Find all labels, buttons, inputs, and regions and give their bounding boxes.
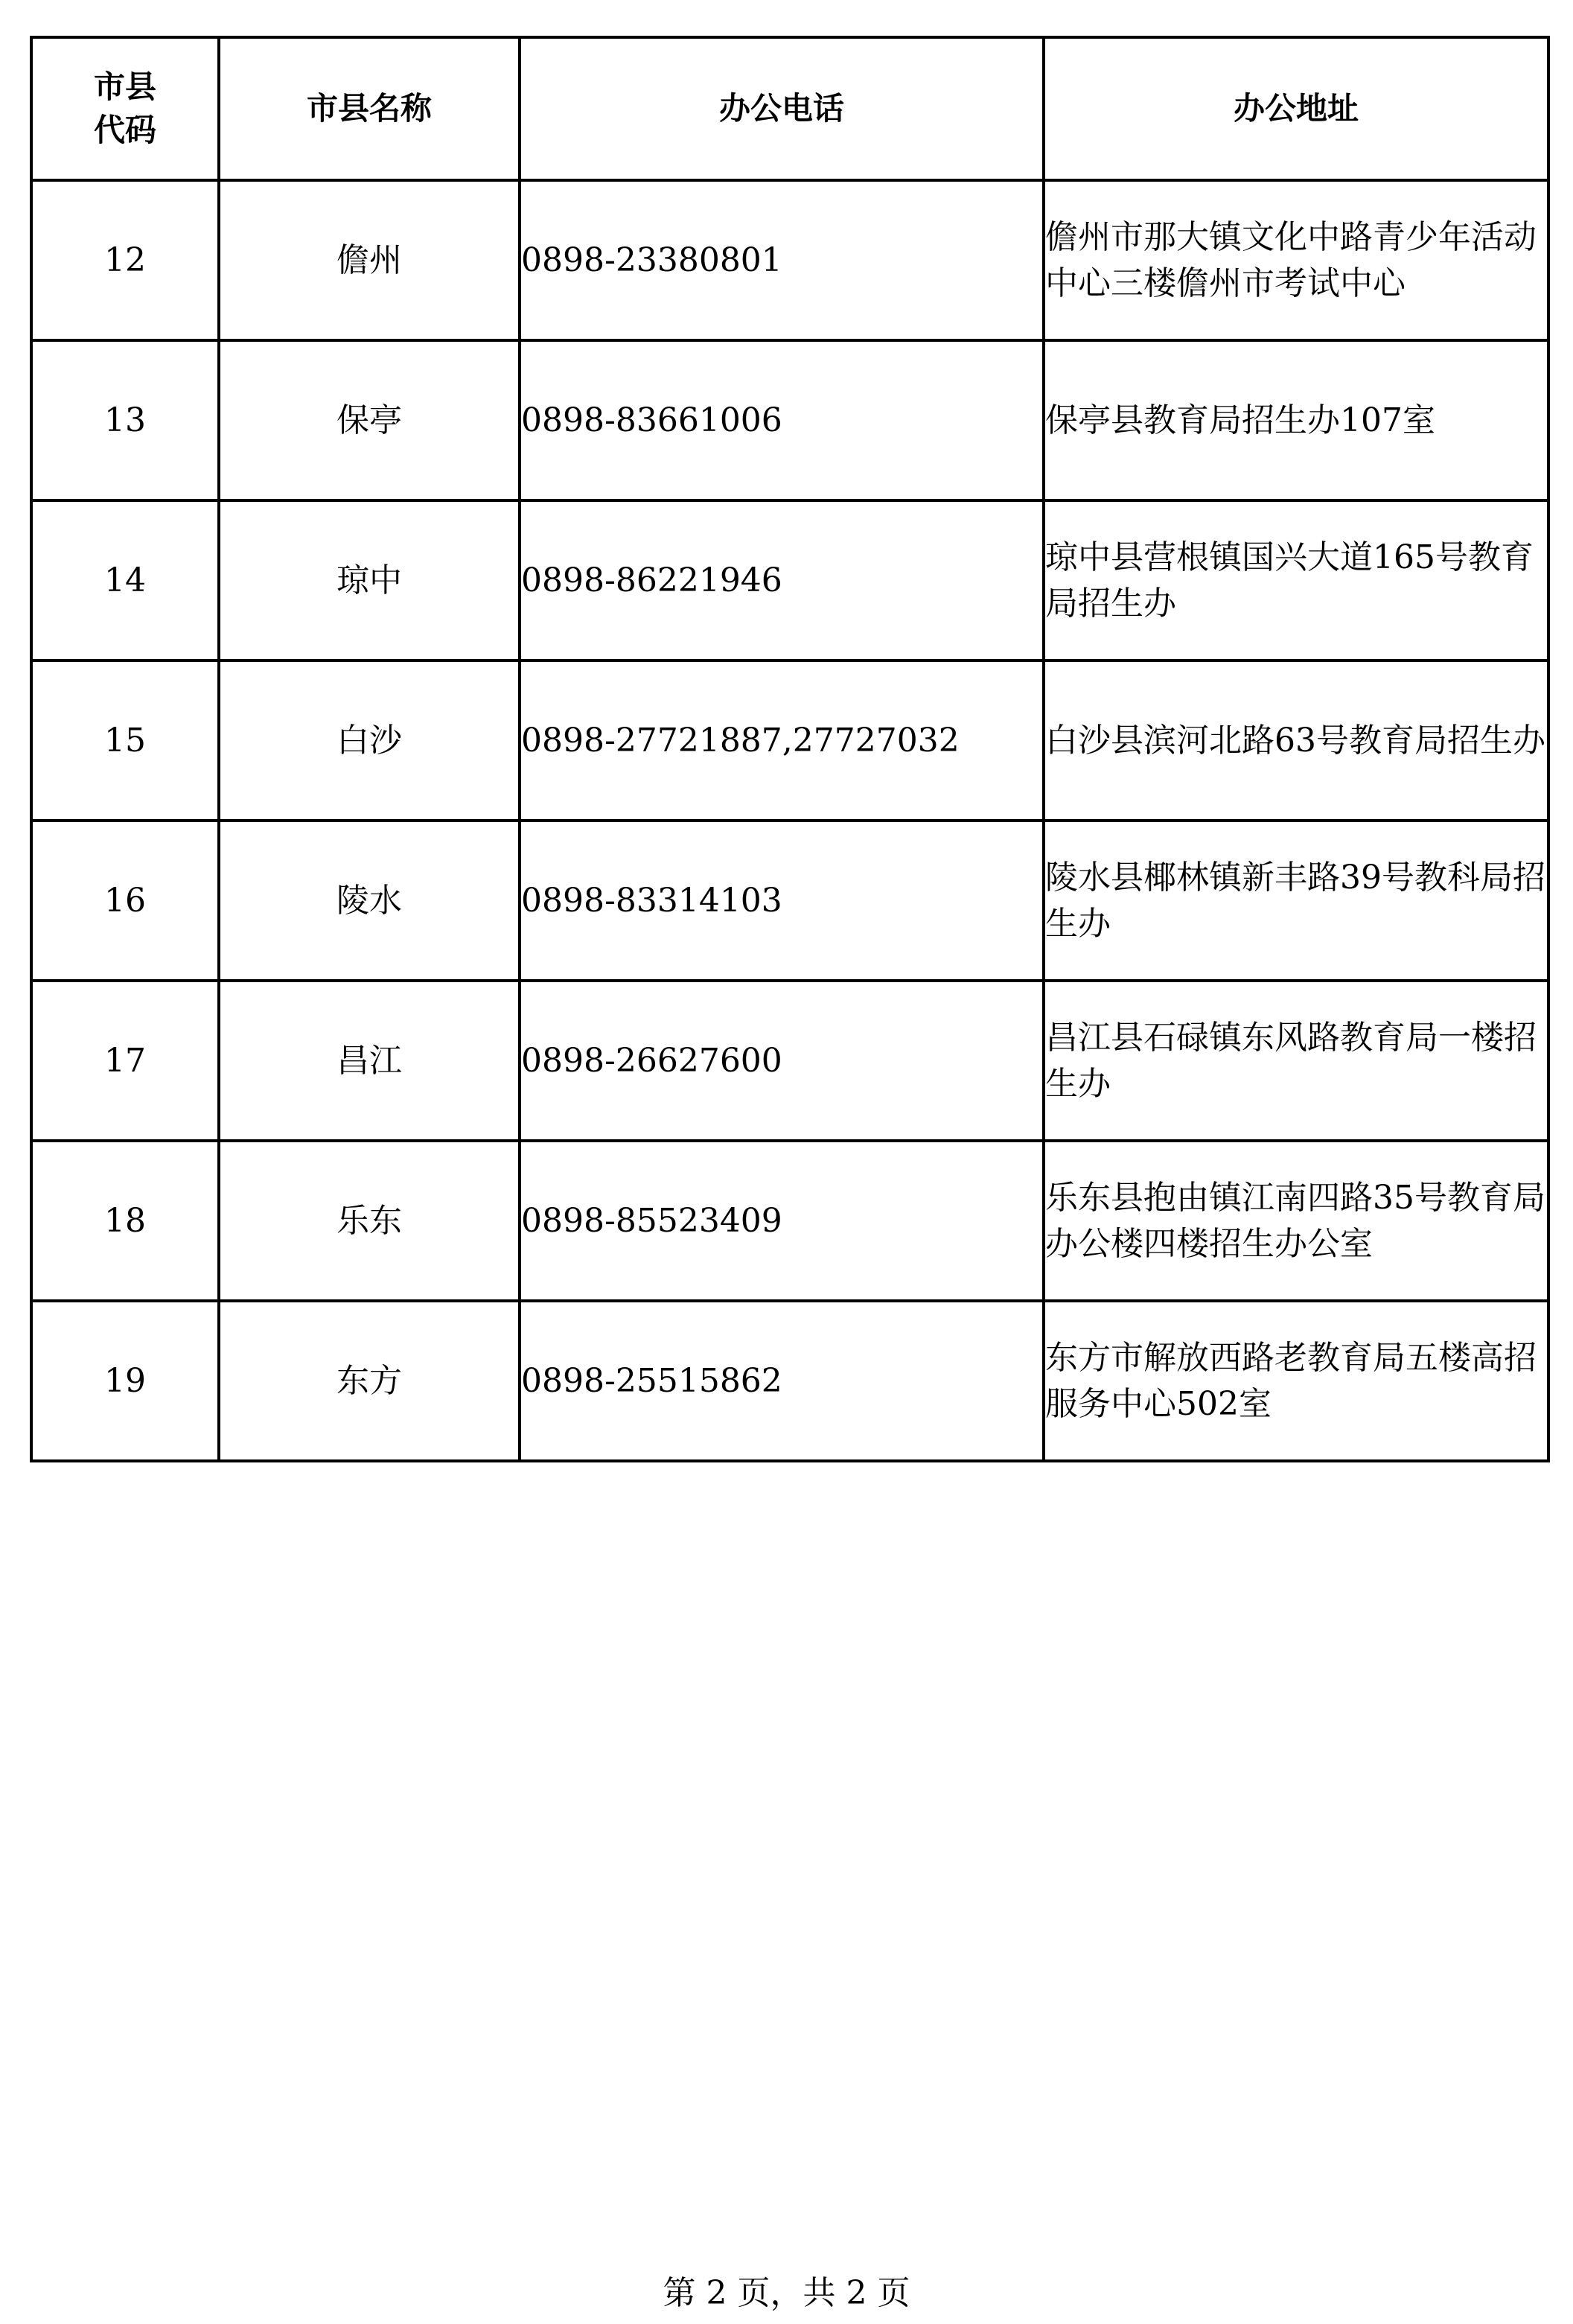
page-number-footer: 第 2 页，共 2 页 [663, 2274, 910, 2312]
table-row [31, 981, 1548, 1141]
table-row [31, 500, 1548, 660]
cell-office-address: 保亭县教育局招生办107室 [1044, 340, 1548, 500]
cell-city-code: 14 [31, 500, 219, 660]
header-office-address: 办公地址 [1044, 37, 1548, 180]
header-city-name: 市县名称 [219, 37, 520, 180]
cell-city-name: 白沙 [219, 660, 520, 821]
cell-city-name: 昌江 [219, 981, 520, 1141]
cell-city-name: 东方 [219, 1301, 520, 1461]
cell-city-code: 15 [31, 660, 219, 821]
cell-city-code: 12 [31, 180, 219, 340]
cell-city-name: 乐东 [219, 1141, 520, 1301]
table-header-row [31, 37, 1548, 180]
cell-office-address: 昌江县石碌镇东风路教育局一楼招生办 [1044, 981, 1548, 1141]
cell-office-address: 乐东县抱由镇江南四路35号教育局办公楼四楼招生办公室 [1044, 1141, 1548, 1301]
table-row [31, 1301, 1548, 1461]
header-city-code [31, 37, 219, 180]
table-row [31, 1141, 1548, 1301]
cell-office-phone: 0898-86221946 [520, 500, 1044, 660]
cell-office-address: 东方市解放西路老教育局五楼高招服务中心502室 [1044, 1301, 1548, 1461]
cell-office-phone: 0898-26627600 [520, 981, 1044, 1141]
cell-city-name: 保亭 [219, 340, 520, 500]
cell-city-name: 儋州 [219, 180, 520, 340]
cell-city-code: 18 [31, 1141, 219, 1301]
cell-city-code: 13 [31, 340, 219, 500]
table-row [31, 340, 1548, 500]
cell-office-phone: 0898-83314103 [520, 821, 1044, 981]
cell-city-code: 16 [31, 821, 219, 981]
header-city-code-line-1: 市县 代码 [93, 69, 156, 148]
cell-office-phone: 0898-25515862 [520, 1301, 1044, 1461]
cell-office-address: 白沙县滨河北路63号教育局招生办 [1044, 660, 1548, 821]
cell-office-phone: 0898-83661006 [520, 340, 1044, 500]
cell-office-address: 儋州市那大镇文化中路青少年活动中心三楼儋州市考试中心 [1044, 180, 1548, 340]
table-row [31, 660, 1548, 821]
cell-city-name: 琼中 [219, 500, 520, 660]
cell-office-address: 陵水县椰林镇新丰路39号教科局招生办 [1044, 821, 1548, 981]
table-row [31, 180, 1548, 340]
office-contacts-table [30, 36, 1550, 1462]
cell-city-name: 陵水 [219, 821, 520, 981]
cell-office-phone: 0898-23380801 [520, 180, 1044, 340]
cell-office-phone: 0898-85523409 [520, 1141, 1044, 1301]
cell-city-code: 19 [31, 1301, 219, 1461]
cell-office-phone: 0898-27721887,27727032 [520, 660, 1044, 821]
cell-city-code: 17 [31, 981, 219, 1141]
header-office-phone: 办公电话 [520, 37, 1044, 180]
table-row [31, 821, 1548, 981]
cell-office-address: 琼中县营根镇国兴大道165号教育局招生办 [1044, 500, 1548, 660]
